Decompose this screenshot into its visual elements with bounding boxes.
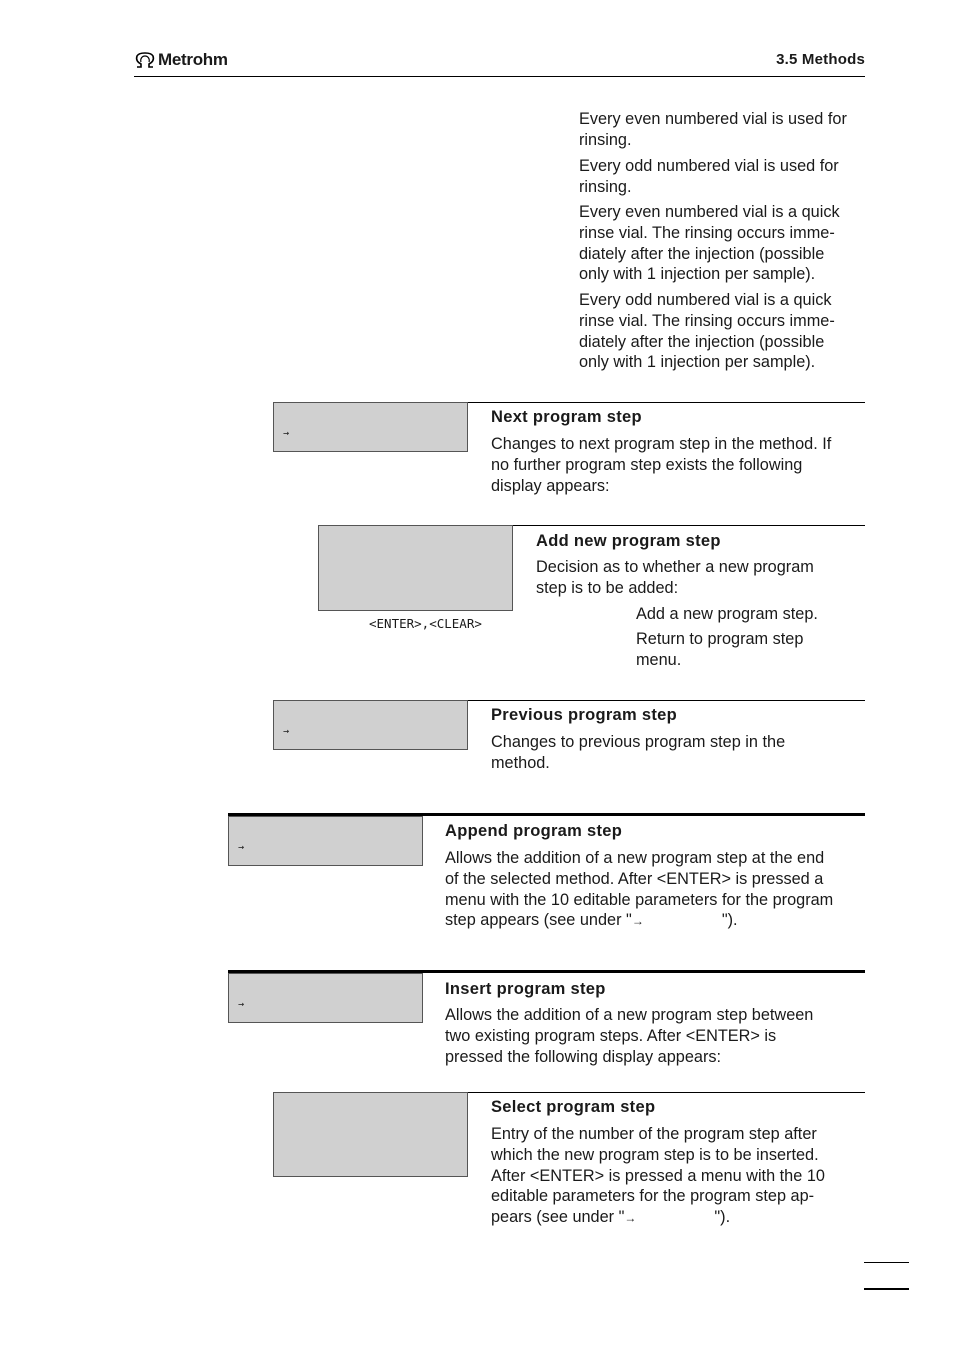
text-line: menu with the 10 editable parameters for the program: [445, 890, 834, 909]
text-line: [491, 1207, 825, 1229]
text-line: menu.: [636, 650, 682, 669]
rinse-option-odd-quick: [579, 290, 835, 373]
text-line: rinse vial. The rinsing occurs imme-: [579, 223, 835, 242]
text-line: Every odd numbered vial is a quick: [579, 291, 832, 309]
arrow-right-icon: →: [283, 726, 290, 737]
previous-step-description: [491, 732, 785, 774]
insert-step-title: Insert program step: [445, 980, 606, 998]
brand-name: Metrohm: [158, 50, 228, 69]
page-number-rule-bottom: [864, 1288, 909, 1290]
text-line: Return to program step: [636, 630, 804, 648]
arrow-right-icon: →: [624, 1211, 637, 1226]
insert-step-description: [445, 1005, 813, 1067]
arrow-right-icon: →: [238, 842, 245, 853]
append-step-title: Append program step: [445, 822, 623, 840]
next-step-description: [491, 434, 831, 496]
text-line: Every even numbered vial is a quick: [579, 203, 840, 221]
text-line: step is to be added:: [536, 578, 679, 597]
text-line: editable parameters for the program step ap-: [491, 1187, 815, 1206]
text-line: two existing program steps. After <ENTER> is: [445, 1026, 777, 1045]
text-line: Decision as to whether a new program: [536, 558, 814, 576]
key-hint: <ENTER>,<CLEAR>: [369, 616, 482, 631]
header-divider: [134, 76, 865, 77]
text-line: Entry of the number of the program step after: [491, 1125, 817, 1143]
text-line: only with 1 injection per sample).: [579, 353, 816, 372]
arrow-right-icon: →: [238, 999, 245, 1010]
metrohm-logo: [134, 50, 228, 70]
rinse-option-odd: [579, 156, 839, 198]
text-line: rinsing.: [579, 177, 632, 196]
text-line: display appears:: [491, 476, 610, 495]
lcd-insert-program-step: [228, 973, 423, 1023]
text-line: which the new program step is to be inserted.: [491, 1145, 819, 1164]
text-line: method.: [491, 753, 550, 772]
lcd-append-program-step: [228, 816, 423, 866]
section-divider: [468, 402, 865, 403]
next-step-title: Next program step: [491, 408, 642, 426]
add-step-description: [536, 557, 814, 599]
text-line: diately after the injection (possible: [579, 332, 825, 351]
select-step-title: Select program step: [491, 1098, 656, 1116]
arrow-right-icon: →: [631, 914, 644, 929]
add-step-option-return: [636, 629, 803, 671]
text-line: rinse vial. The rinsing occurs imme-: [579, 311, 835, 330]
text-line: After <ENTER> is pressed a menu with the 10: [491, 1166, 825, 1185]
lcd-next-program-step: [273, 402, 468, 452]
text-line: [445, 910, 833, 932]
arrow-right-icon: →: [283, 428, 290, 439]
text-fragment: ").: [714, 1208, 731, 1227]
text-line: rinsing.: [579, 130, 632, 149]
rinse-option-even: [579, 109, 847, 151]
page-number-rule-top: [864, 1262, 909, 1263]
append-step-description: [445, 848, 833, 932]
text-line: Allows the addition of a new program step between: [445, 1006, 814, 1024]
text-line: Allows the addition of a new program step at the end: [445, 849, 825, 867]
text-line: Every odd numbered vial is used for: [579, 157, 839, 175]
add-step-title: Add new program step: [536, 532, 721, 550]
text-line: no further program step exists the following: [491, 455, 803, 474]
text-line: Changes to previous program step in the: [491, 733, 786, 751]
section-divider: [468, 1092, 865, 1093]
text-fragment: ").: [721, 911, 738, 930]
lcd-select-program-step: [273, 1092, 468, 1177]
text-line: Every even numbered vial is used for: [579, 110, 847, 128]
metrohm-omega-icon: [134, 51, 156, 69]
add-step-option-add: Add a new program step.: [636, 605, 818, 623]
section-divider: [513, 525, 865, 526]
lcd-previous-program-step: [273, 700, 468, 750]
text-fragment: pears (see under ": [491, 1208, 625, 1227]
select-step-description: [491, 1124, 825, 1229]
previous-step-title: Previous program step: [491, 706, 678, 724]
text-line: pressed the following display appears:: [445, 1047, 722, 1066]
text-line: of the selected method. After <ENTER> is pressed a: [445, 869, 824, 888]
rinse-option-even-quick: [579, 202, 840, 285]
text-line: diately after the injection (possible: [579, 244, 825, 263]
section-title: 3.5 Methods: [776, 51, 865, 68]
lcd-add-new-program-step: [318, 525, 513, 611]
text-line: only with 1 injection per sample).: [579, 265, 816, 284]
section-divider: [468, 700, 865, 701]
text-line: Changes to next program step in the method. If: [491, 435, 832, 453]
text-fragment: step appears (see under ": [445, 911, 632, 930]
